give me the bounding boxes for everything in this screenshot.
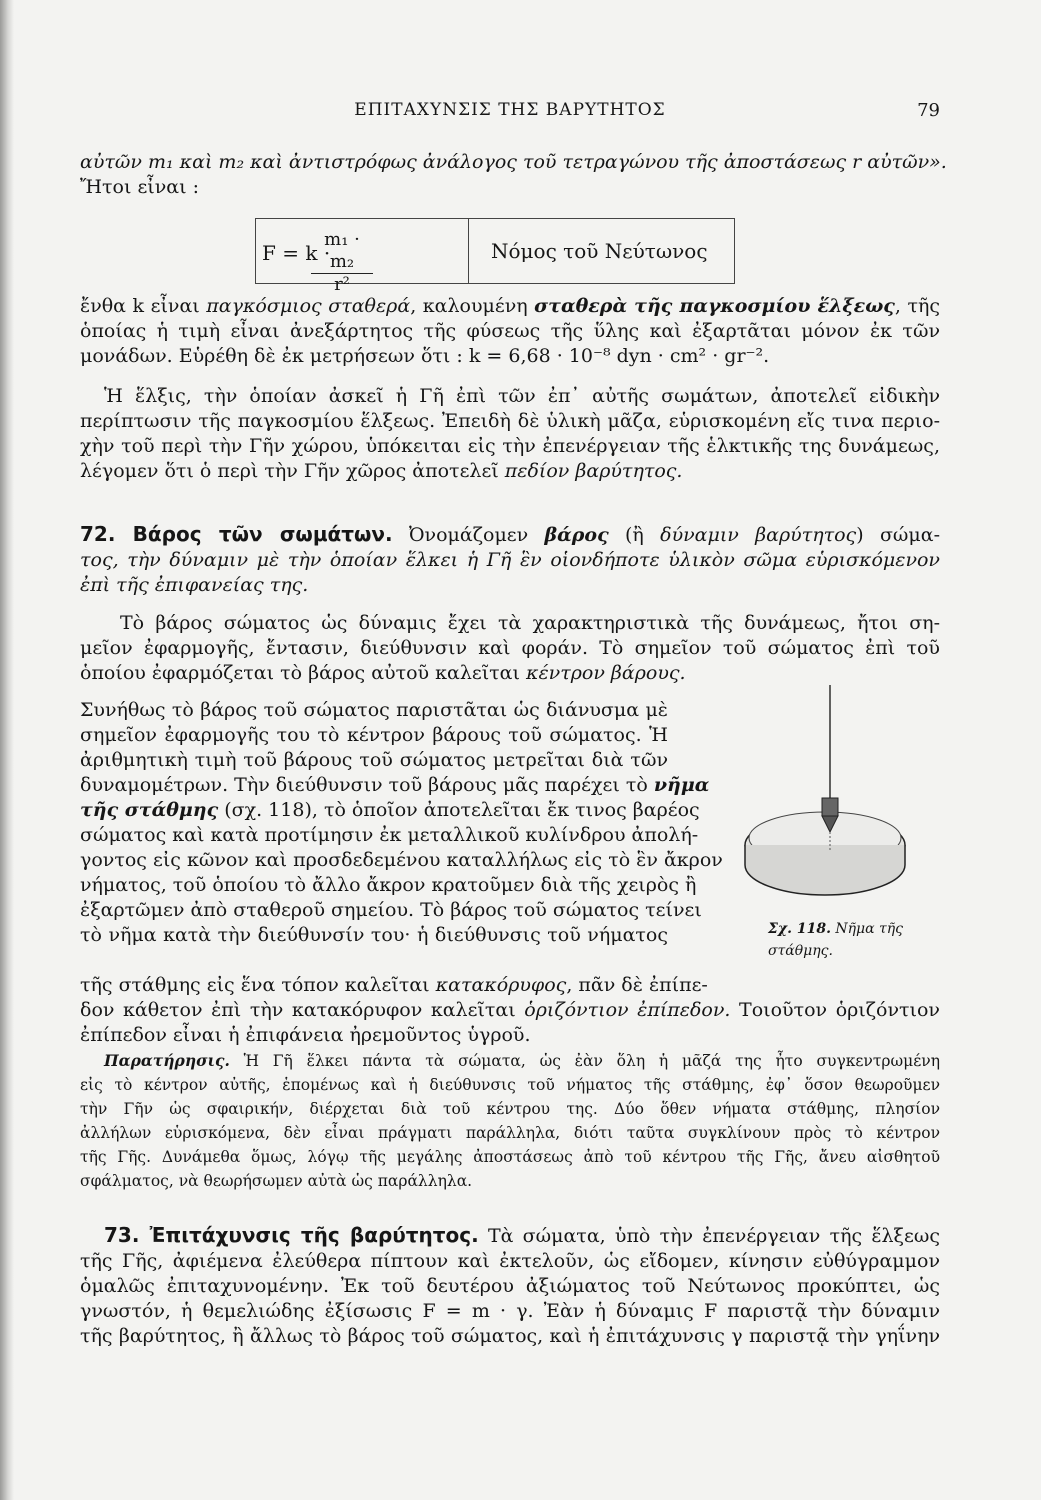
intro-text — [80, 150, 947, 200]
text-line: Ἡ ἕλξις, τὴν ὁποίαν ἀσκεῖ ἡ Γῆ ἐπὶ τῶν ἐπ᾽ αὐτῆς σωμάτων, ἀποτελεῖ εἰδικὴν — [104, 385, 940, 407]
caption-number: Σχ. 118. — [768, 921, 831, 937]
text-span: Ἡ Γῆ ἕλκει πάντα τὰ σώματα, ὡς ἐὰν ὅλη ἡ μᾶζά της ἦτο συγκεντρωμένη — [229, 1052, 940, 1070]
text-line — [80, 1223, 940, 1249]
text-line: χὴν τοῦ περὶ τὴν Γῆν χώρου, ὑπόκειται εἰς τὴν ἐπενέργειαν τῆς ἑλκτικῆς της δυνάμεως, — [80, 435, 940, 457]
text-line: περίπτωσιν τῆς παγκοσμίου ἕλξεως. Ἐπειδὴ δὲ ὑλικὴ μᾶζα, εὑρισκομένη εἴς τινα περιο- — [80, 410, 940, 432]
caption-text: Νῆμα τῆς στάθμης. — [768, 921, 904, 959]
text-line: ἐπὶ τῆς ἐπιφανείας της. — [80, 574, 309, 596]
text-span: λέγομεν ὅτι ὁ περὶ τὴν Γῆν χῶρος ἀποτελεῖ — [80, 460, 505, 482]
italic-term: ὁριζόντιον ἐπίπεδον. — [524, 999, 731, 1021]
text-line: σημεῖον ἐφαρμογῆς του τὸ κέντρον βάρους τοῦ σώματος. Ἡ — [80, 724, 668, 746]
formula-cell — [256, 219, 469, 295]
bold-term: βάρος — [544, 524, 609, 546]
plumb-bob-body — [822, 798, 838, 816]
page-number: 79 — [917, 100, 940, 121]
bold-term: σταθερὰ τῆς παγκοσμίου ἕλξεως — [534, 295, 895, 317]
text-span: Ὀνομάζομεν — [392, 524, 545, 546]
text-line: Συνήθως τὸ βάρος τοῦ σώματος παριστᾶται ὡς διάνυσμα μὲ — [80, 699, 668, 721]
text-line — [80, 998, 940, 1023]
bold-term: τῆς στάθμης — [80, 799, 219, 821]
text-line: ἀριθμητικὴ τιμὴ τοῦ βάρους τοῦ σώματος μετρεῖται διὰ τῶν — [80, 749, 668, 771]
formula-denominator: r² — [334, 274, 350, 295]
text-line — [80, 1049, 940, 1073]
text-line: μονάδων. Εὑρέθη δὲ ἐκ μετρήσεων ὅτι : k = 6,68 · 10⁻⁸ dyn · cm² · gr⁻². — [80, 345, 770, 367]
paragraph-weight-narrow — [80, 698, 723, 948]
bold-term: νῆμα — [653, 774, 710, 796]
plumb-line-figure — [740, 680, 910, 900]
text-span: ἔνθα k εἶναι — [80, 295, 207, 317]
italic-term: πεδίον βαρύτητος. — [504, 460, 683, 482]
text-span: , πᾶν δὲ ἐπίπε- — [566, 974, 708, 996]
section-72 — [80, 522, 940, 598]
intro-line: αὐτῶν m₁ καὶ m₂ καὶ ἀντιστρόφως ἀνάλογος τοῦ τετραγώνου τῆς ἀποστάσεως r αὐτῶν». — [80, 151, 947, 173]
chapter-title: ΕΠΙΤΑΧΥΝΣΙΣ ΤΗΣ ΒΑΡΥΤΗΤΟΣ — [354, 100, 666, 120]
page-spine-shadow — [0, 0, 14, 1500]
text-line: τὸ νῆμα κατὰ τὴν διεύθυνσίν του· ἡ διεύθυνσις τοῦ νήματος — [80, 924, 668, 946]
intro-line: Ἤτοι εἶναι : — [80, 176, 200, 198]
text-line — [80, 294, 940, 319]
text-line: γνωστόν, ἡ θεμελιώδης ἐξίσωσις F = m · γ. Ἐὰν ἡ δύναμις F παριστᾷ τὴν δύναμιν — [80, 1300, 940, 1322]
text-line: ἐπίπεδον εἶναι ἡ ἐπιφάνεια ἠρεμοῦντος ὑγροῦ. — [80, 1024, 531, 1046]
text-span: , καλουμένη — [410, 295, 535, 317]
text-line: σώματος καὶ κατὰ προτίμησιν ἐκ μεταλλικοῦ κυλίνδρου ἀπολή- — [80, 824, 699, 846]
text-line: τος, τὴν δύναμιν μὲ τὴν ὁποίαν ἕλκει ἡ Γῆ ἓν οἱονδήποτε ὑλικὸν σῶμα εὑρισκόμενον — [80, 549, 940, 571]
text-line — [80, 773, 710, 798]
text-span: δυναμομέτρων. Τὴν διεύθυνσιν τοῦ βάρους μᾶς παρέχει τὸ — [80, 774, 654, 796]
text-span: , τῆς — [894, 295, 940, 317]
formula-lhs: F = k · — [262, 241, 331, 265]
text-span: Τοιοῦτον ὁριζόντιον — [730, 999, 940, 1021]
remark-label: Παρατήρησις. — [104, 1051, 230, 1070]
formula-numerator: m₁ · m₂ — [311, 229, 373, 274]
text-line — [80, 798, 700, 823]
text-line: τὴν Γῆν ὡς σφαιρικήν, διέρχεται διὰ τοῦ κέντρου της. Δύο ὅθεν νήματα στάθμης, πλησίον — [80, 1100, 940, 1118]
italic-term: δύναμιν βαρύτητος — [660, 524, 857, 546]
basin-side — [745, 845, 905, 895]
figure-caption — [768, 918, 928, 962]
italic-term: παγκόσμιος σταθερά — [206, 295, 411, 317]
text-span: δον κάθετον ἐπὶ τὴν κατακόρυφον καλεῖται — [80, 999, 525, 1021]
text-span: τῆς στάθμης εἰς ἕνα τόπον καλεῖται — [80, 974, 436, 996]
law-name: Νόμος τοῦ Νεύτωνος — [491, 239, 708, 263]
text-line: Τὸ βάρος σώματος ὡς δύναμις ἔχει τὰ χαρακτηριστικὰ τῆς δυνάμεως, ἤτοι ση- — [120, 612, 940, 634]
text-line: ἀλλήλων εὑρισκόμενα, δὲν εἶναι πράγματι παράλληλα, διότι ταῦτα συγκλίνουν πρὸς τὸ κέντρον — [80, 1124, 940, 1142]
text-line: μεῖον ἐφαρμογῆς, ἔντασιν, διεύθυνσιν καὶ φοράν. Τὸ σημεῖον τοῦ σώματος ἐπὶ τοῦ — [80, 637, 940, 659]
text-span: ) σώμα- — [856, 524, 941, 546]
newton-law-box — [255, 218, 735, 295]
paragraph-constant — [80, 294, 940, 369]
text-line: νήματος, τοῦ ὁποίου τὸ ἄλλο ἄκρον κρατοῦμεν διὰ τῆς χειρὸς ἢ — [80, 874, 697, 896]
text-span: Τὰ σώματα, ὑπὸ τὴν ἐπενέργειαν τῆς ἕλξεως — [478, 1225, 940, 1247]
text-line: ὁμαλῶς ἐπιταχυνομένην. Ἐκ τοῦ δευτέρου ἀξιώματος τοῦ Νεύτωνος προκύπτει, ὡς — [80, 1275, 940, 1297]
paragraph-weight — [80, 611, 940, 686]
text-span: ὁποίου ἐφαρμόζεται τὸ βάρος αὐτοῦ καλεῖται — [80, 662, 526, 684]
text-line — [80, 973, 940, 998]
text-line: εἰς τὸ κέντρον αὐτῆς, ἑπομένως καὶ ἡ διεύθυνσις τοῦ νήματος τῆς στάθμης, ἐφ᾽ ὅσον θεωροῦμεν — [80, 1076, 940, 1094]
text-span: (σχ. 118), τὸ ὁποῖον ἀποτελεῖται ἔκ τινος βαρέος — [218, 799, 700, 821]
section-73 — [80, 1223, 940, 1349]
text-line: γοντος εἰς κῶνον καὶ προσδεδεμένου καταλλήλως εἰς τὸ ἓν ἄκρον — [80, 849, 723, 871]
formula-fraction — [311, 229, 373, 296]
text-line: τῆς Γῆς. Δυνάμεθα ὅμως, λόγῳ τῆς μεγάλης ἀποστάσεως ἀπὸ τοῦ κέντρου τῆς Γῆς, ἄνευ αἰσθητοῦ — [80, 1148, 940, 1166]
running-header — [80, 100, 940, 128]
paragraph-weight-full — [80, 973, 940, 1048]
paragraph-field — [80, 384, 940, 484]
text-line: τῆς Γῆς, ἀφιέμενα ἐλεύθερα πίπτουν καὶ ἐκτελοῦν, ὡς εἴδομεν, κίνησιν εὐθύγραμμον — [80, 1250, 940, 1272]
section-heading: 73. Ἐπιτάχυνσις τῆς βαρύτητος. — [104, 1223, 479, 1247]
text-line: σφάλματος, νὰ θεωρήσωμεν αὐτὰ ὡς παράλληλα. — [80, 1172, 473, 1190]
text-line: ἐξαρτῶμεν ἀπὸ σταθεροῦ σημείου. Τὸ βάρος τοῦ σώματος τείνει — [80, 899, 702, 921]
text-span: (ἢ — [608, 524, 661, 546]
italic-term: κατακόρυφος — [435, 974, 567, 996]
text-line — [80, 459, 940, 484]
text-line: τῆς βαρύτητος, ἢ ἄλλως τὸ βάρος τοῦ σώματος, καὶ ἡ ἐπιτάχυνσις γ παριστᾷ τὴν γηΐνην — [80, 1325, 940, 1347]
section-heading: 72. Βάρος τῶν σωμάτων. — [80, 522, 393, 546]
italic-term: κέντρον βάρους. — [526, 662, 686, 684]
text-line — [80, 522, 940, 548]
remark — [80, 1049, 940, 1193]
text-line: ὁποίας ἡ τιμὴ εἶναι ἀνεξάρτητος τῆς φύσεως τῆς ὕλης καὶ ἐξαρτᾶται μόνον ἐκ τῶν — [80, 320, 940, 342]
